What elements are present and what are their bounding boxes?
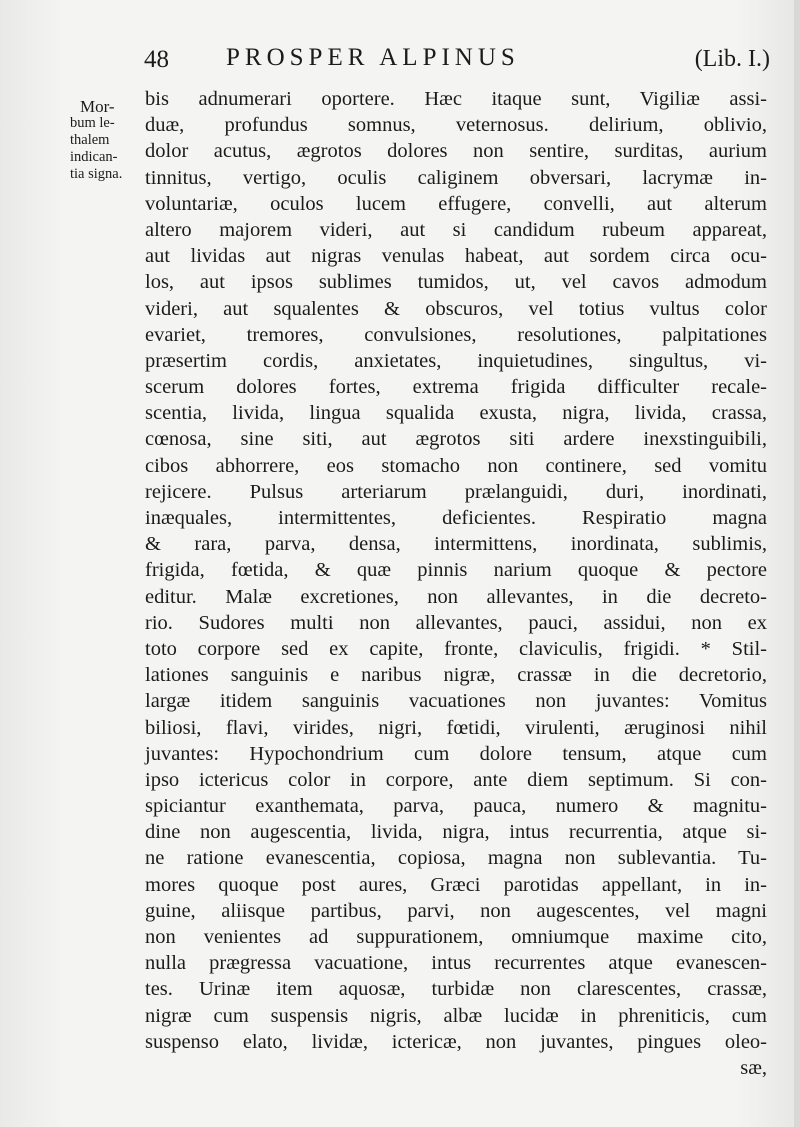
text-line: scentia, livida, lingua squalida exusta, nigra, livida, crassa, bbox=[145, 402, 767, 425]
text-line: largæ itidem sanguinis vacuationes non juvantes: Vomitus bbox=[145, 690, 767, 713]
text-line: videri, aut squalentes & obscuros, vel totius vultus color bbox=[145, 297, 767, 320]
text-line: nigræ cum suspensis nigris, albæ lucidæ in phreniticis, cum bbox=[145, 1004, 767, 1027]
text-line: evariet, tremores, convulsiones, resolutiones, palpitationes bbox=[145, 323, 767, 346]
text-line: inæquales, intermittentes, deficientes. Respiratio magna bbox=[145, 507, 767, 529]
page-number: 48 bbox=[144, 46, 169, 73]
text-line: cibos abhorrere, eos stomacho non continere, sed vomitu bbox=[145, 454, 767, 477]
body-text bbox=[145, 86, 767, 1081]
text-line: altero majorem videri, aut si candidum rubeum appareat, bbox=[145, 218, 767, 241]
catchword: sæ, bbox=[740, 1056, 767, 1079]
book-reference: (Lib. I.) bbox=[694, 46, 770, 72]
text-line: lationes sanguinis e naribus nigræ, crassæ in die decretorio, bbox=[145, 664, 767, 687]
text-line: tinnitus, vertigo, oculis caliginem obversari, lacrymæ in- bbox=[145, 166, 767, 189]
text-line: juvantes: Hypochondrium cum dolore tensum, atque cum bbox=[145, 742, 767, 765]
text-line: los, aut ipsos sublimes tumidos, ut, vel cavos admodum bbox=[145, 271, 767, 294]
text-line: voluntariæ, oculos lucem effugere, convelli, aut alterum bbox=[145, 192, 767, 215]
text-line: spiciantur exanthemata, parva, pauca, numero & magnitu- bbox=[145, 795, 767, 818]
text-line: frigida, fœtida, & quæ pinnis narium quoque & pectore bbox=[145, 559, 767, 582]
text-line: mores quoque post aures, Græci parotidas appellant, in in- bbox=[145, 873, 767, 896]
margin-note-line: tia signa. bbox=[70, 166, 123, 182]
text-line: rejicere. Pulsus arteriarum prælanguidi, duri, inordinati, bbox=[145, 480, 767, 503]
text-line: bis adnumerari oportere. Hæc itaque sunt, Vigiliæ assi- bbox=[145, 88, 767, 110]
text-line: scerum dolores fortes, extrema frigida difficulter recale- bbox=[145, 376, 767, 399]
text-line: non venientes ad suppurationem, omniumque maxime cito, bbox=[145, 926, 767, 948]
margin-note-line: Mor- bbox=[80, 97, 115, 116]
text-line: dolor acutus, ægrotos dolores non sentire, surditas, aurium bbox=[145, 140, 767, 163]
text-line: ne ratione evanescentia, copiosa, magna non sublevantia. Tu- bbox=[145, 847, 767, 870]
text-line: rio. Sudores multi non allevantes, pauci, assidui, non ex bbox=[145, 611, 767, 634]
margin-note-line: indican- bbox=[70, 149, 118, 165]
margin-note-line: bum le- bbox=[70, 115, 115, 131]
page-edge bbox=[794, 0, 800, 1127]
text-line: duæ, profundus somnus, veternosus. delirium, oblivio, bbox=[145, 114, 767, 137]
running-title: PROSPER ALPINUS bbox=[226, 44, 520, 71]
text-line: dine non augescentia, livida, nigra, intus recurrentia, atque si- bbox=[145, 821, 767, 844]
page-header bbox=[140, 42, 770, 82]
text-line: guine, aliisque partibus, parvi, non augescentes, vel magni bbox=[145, 899, 767, 922]
text-line: & rara, parva, densa, intermittens, inordinata, sublimis, bbox=[145, 533, 767, 556]
text-line: suspenso elato, lividæ, ictericæ, non juvantes, pingues oleo- bbox=[145, 1030, 767, 1053]
text-line: tes. Urinæ item aquosæ, turbidæ non clarescentes, crassæ, bbox=[145, 978, 767, 1001]
text-line: biliosi, flavi, virides, nigri, fœtidi, virulenti, æruginosi nihil bbox=[145, 716, 767, 739]
text-line: nulla prægressa vacuatione, intus recurrentes atque evanescen- bbox=[145, 952, 767, 975]
margin-note-line: thalem bbox=[70, 132, 110, 148]
text-line: toto corpore sed ex capite, fronte, claviculis, frigidi. * Stil- bbox=[145, 637, 767, 660]
margin-note bbox=[70, 98, 146, 183]
text-line: ipso ictericus color in corpore, ante diem septimum. Si con- bbox=[145, 768, 767, 791]
text-line: præsertim cordis, anxietates, inquietudines, singultus, vi- bbox=[145, 349, 767, 372]
text-line: aut lividas aut nigras venulas habeat, aut sordem circa ocu- bbox=[145, 245, 767, 268]
text-line: cœnosa, sine siti, aut ægrotos siti ardere inexstinguibili, bbox=[145, 428, 767, 451]
text-line: editur. Malæ excretiones, non allevantes, in die decreto- bbox=[145, 585, 767, 608]
